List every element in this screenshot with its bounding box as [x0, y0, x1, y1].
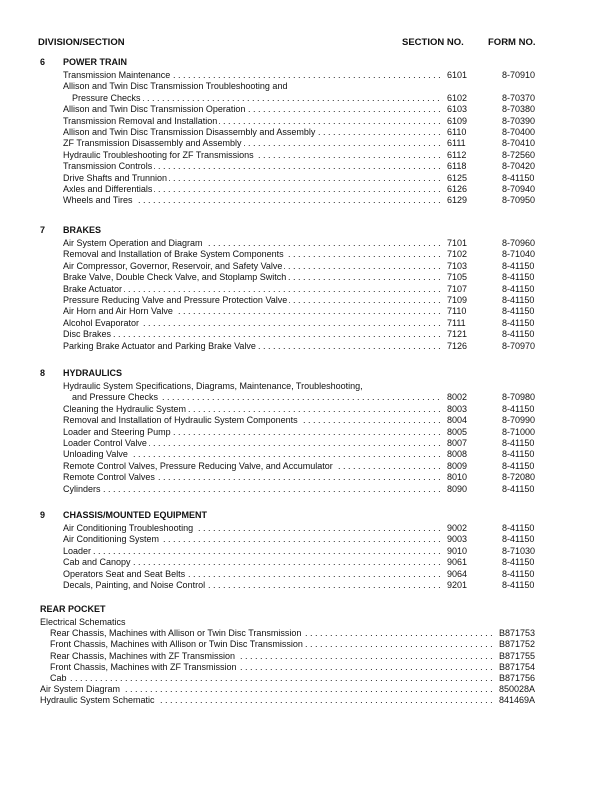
section-no-header: SECTION NO.	[402, 37, 464, 48]
toc-row	[0, 81, 612, 92]
toc-entry-text: Parking Brake Actuator and Parking Brake Valve	[63, 340, 256, 351]
toc-entry	[63, 306, 443, 317]
toc-entry-text: Loader Control Valve	[63, 437, 147, 448]
section-number: 9003	[447, 534, 468, 545]
toc-entry-text: Transmission Controls	[63, 161, 153, 172]
toc-row	[0, 461, 612, 472]
toc-entry	[63, 261, 443, 272]
form-number: 8-41150	[502, 557, 535, 568]
toc-entry-text: Cleaning the Hydraulic System	[63, 403, 187, 414]
section-number: 6111	[447, 138, 466, 149]
form-number: 8-70410	[502, 138, 536, 149]
rear-pocket-entry-text: Hydraulic System Schematic	[40, 695, 155, 706]
toc-entry	[63, 427, 443, 438]
form-number: 841469A	[499, 695, 536, 706]
section-number: 9201	[447, 579, 468, 590]
section-number: 8004	[447, 415, 468, 426]
rear-pocket-row	[0, 695, 612, 706]
form-number: B871753	[499, 628, 536, 639]
toc-entry-text: Cab and Canopy	[63, 557, 131, 568]
toc-row	[0, 580, 612, 591]
toc-entry-text: Wheels and Tires	[63, 195, 133, 206]
toc-row	[0, 404, 612, 415]
section-number: 6125	[447, 172, 468, 183]
rear-pocket-entry	[50, 673, 495, 684]
toc-entry-text: Axles and Differentials	[63, 183, 153, 194]
division-heading	[0, 368, 612, 380]
section-number: 6126	[447, 183, 468, 194]
form-number: B871755	[499, 650, 536, 661]
toc-entry	[63, 523, 443, 534]
form-number: 8-41150	[502, 437, 535, 448]
form-number: 8-70950	[502, 195, 536, 206]
toc-entry	[63, 484, 443, 495]
toc-entry-text: Allison and Twin Disc Transmission Disassembly and Assembly	[63, 126, 316, 137]
section-number: 7110	[447, 306, 467, 317]
toc-row	[0, 546, 612, 557]
toc-entry-text: Loader and Steering Pump	[63, 426, 171, 437]
form-number: 8-70990	[502, 415, 536, 426]
division-heading	[0, 225, 612, 237]
section-number: 8090	[447, 483, 468, 494]
toc-entry-text: Decals, Painting, and Noise Control	[63, 579, 206, 590]
toc-entry	[63, 150, 443, 161]
toc-entry	[63, 127, 443, 138]
toc-entry	[72, 93, 443, 104]
form-number: 8-70970	[502, 340, 536, 351]
section-number: 9010	[447, 545, 468, 556]
division-7	[0, 225, 612, 352]
section-number: 8003	[447, 403, 468, 414]
toc-entry-text: Brake Actuator	[63, 283, 123, 294]
rear-pocket-entry	[40, 684, 495, 695]
form-number: 8-41150	[502, 272, 535, 283]
toc-row	[0, 295, 612, 306]
form-number: 8-41150	[502, 260, 535, 271]
toc-entry	[63, 272, 443, 283]
toc-entry-text: Air Conditioning Troubleshooting	[63, 523, 194, 533]
toc-row	[0, 70, 612, 81]
toc-entry	[63, 173, 443, 184]
toc-row	[0, 329, 612, 340]
rear-pocket-entry-text: Rear Chassis, Machines with ZF Transmission	[50, 650, 236, 661]
toc-entry-text: ZF Transmission Disassembly and Assembly	[63, 138, 242, 149]
toc-entry	[63, 195, 443, 206]
toc-entry	[63, 284, 443, 295]
division-title: HYDRAULICS	[63, 368, 123, 378]
toc-entry-text: Pressure Reducing Valve and Pressure Protection Valve	[63, 294, 288, 305]
toc-entry-text: Transmission Maintenance	[63, 70, 171, 80]
form-number: 8-41150	[502, 403, 535, 414]
toc-entry-text: Remote Control Valves, Pressure Reducing Valve, and Accumulator	[63, 460, 333, 471]
toc-entry-text: Allison and Twin Disc Transmission Troubleshooting and	[63, 81, 288, 92]
toc-entry	[63, 580, 443, 591]
rear-pocket-entry	[40, 695, 495, 706]
form-number: 8-72080	[502, 472, 536, 483]
form-number: 8-41150	[502, 449, 535, 460]
toc-entry	[63, 329, 443, 340]
form-number: 8-70940	[502, 183, 536, 194]
toc-entry	[63, 569, 443, 580]
form-number: 8-41150	[502, 283, 535, 294]
rear-pocket-entry	[50, 651, 495, 662]
toc-entry	[63, 184, 443, 195]
toc-entry	[63, 70, 443, 81]
division-8	[0, 368, 612, 495]
form-number: 8-41150	[502, 172, 535, 183]
section-number: 7103	[447, 260, 468, 271]
form-number: 8-70980	[502, 392, 536, 403]
form-number: 8-70960	[502, 238, 536, 248]
toc-entry	[63, 116, 443, 127]
toc-entry	[63, 534, 443, 545]
toc-row	[0, 261, 612, 272]
toc-entry	[63, 472, 443, 483]
toc-entry	[63, 161, 443, 172]
toc-row	[0, 484, 612, 495]
division-9	[0, 510, 612, 591]
toc-row	[0, 392, 612, 403]
rear-pocket-row	[0, 673, 612, 684]
toc-row	[0, 557, 612, 568]
toc-row	[0, 569, 612, 580]
rear-pocket-row	[0, 639, 612, 650]
division-number: 6	[40, 57, 46, 67]
toc-entry-text: Air Horn and Air Horn Valve	[63, 306, 173, 317]
section-number: 8007	[447, 437, 468, 448]
section-number: 8010	[447, 472, 468, 483]
toc-entry-text: Hydraulic System Specifications, Diagrams, Maintenance, Troubleshooting,	[63, 381, 363, 391]
form-number: 8-70400	[502, 126, 536, 137]
toc-row	[0, 93, 612, 104]
form-number: 8-41150	[502, 460, 535, 471]
section-number: 6103	[447, 104, 468, 115]
toc-row	[0, 472, 612, 483]
form-number: 8-41150	[502, 329, 535, 340]
toc-entry-text: Air Conditioning System	[63, 534, 160, 545]
section-number: 7101	[447, 238, 468, 248]
toc-entry-text: Cylinders	[63, 483, 101, 494]
toc-row	[0, 238, 612, 249]
toc-entry-text: Transmission Removal and Installation	[63, 115, 218, 126]
form-number: 8-71000	[502, 426, 536, 437]
toc-entry-text: Drive Shafts and Trunnion	[63, 172, 168, 183]
rear-pocket-entry-text: Electrical Schematics	[40, 617, 126, 627]
toc-row	[0, 318, 612, 329]
toc-row	[0, 272, 612, 283]
section-number: 9002	[447, 523, 468, 533]
toc-entry	[63, 461, 443, 472]
division-section-header: DIVISION/SECTION	[38, 37, 125, 48]
toc-row	[0, 523, 612, 534]
form-number: 8-72560	[502, 149, 536, 160]
toc-entry	[63, 546, 443, 557]
section-number: 6101	[447, 70, 468, 80]
toc-entry	[63, 404, 443, 415]
section-number: 6102	[447, 92, 468, 103]
form-number: 8-41150	[502, 579, 535, 590]
section-number: 9061	[447, 557, 468, 568]
form-number: 8-70390	[502, 115, 536, 126]
section-number: 8005	[447, 426, 468, 437]
toc-entry	[63, 238, 443, 249]
toc-entry-text: and Pressure Checks	[72, 392, 159, 403]
toc-entry-text: Air Compressor, Governor, Reservoir, and Safety Valve	[63, 260, 283, 271]
rear-pocket-entry-text: Rear Chassis, Machines with Allison or Twin Disc Transmission	[50, 628, 302, 639]
toc-entry	[63, 249, 443, 260]
section-number: 7105	[447, 272, 468, 283]
form-number: 8-41150	[502, 483, 535, 494]
section-number: 6110	[447, 126, 467, 137]
toc-entry	[63, 341, 443, 352]
form-number: 8-41150	[502, 568, 535, 579]
section-number: 6129	[447, 195, 468, 206]
toc-entry	[63, 415, 443, 426]
toc-row	[0, 173, 612, 184]
rear-pocket-row	[0, 617, 612, 628]
toc-entry-text: Alcohol Evaporator	[63, 317, 140, 328]
toc-row	[0, 249, 612, 260]
rear-pocket-entry-text: Front Chassis, Machines with ZF Transmission	[50, 661, 237, 672]
toc-entry	[63, 318, 443, 329]
form-number: 850028A	[499, 684, 536, 695]
rear-pocket-row	[0, 651, 612, 662]
toc-entry-text: Unloading Valve	[63, 449, 128, 460]
rear-pocket-row	[0, 628, 612, 639]
rear-pocket-section	[0, 604, 612, 707]
toc-entry	[63, 138, 443, 149]
toc-entry-text: Hydraulic Troubleshooting for ZF Transmissions	[63, 149, 254, 160]
toc-entry	[63, 449, 443, 460]
division-6	[0, 57, 612, 207]
section-number: 7111	[447, 317, 466, 328]
toc-entry	[63, 438, 443, 449]
toc-entry-text: Brake Valve, Double Check Valve, and Stoplamp Switch	[63, 272, 287, 283]
division-number: 8	[40, 368, 46, 378]
division-title: CHASSIS/MOUNTED EQUIPMENT	[63, 510, 208, 520]
toc-entry-text: Remote Control Valves	[63, 472, 155, 483]
toc-row	[0, 150, 612, 161]
section-number: 7107	[447, 283, 468, 294]
toc-row	[0, 161, 612, 172]
rear-pocket-entry-text: Front Chassis, Machines with Allison or Twin Disc Transmission	[50, 639, 303, 650]
section-number: 7121	[447, 329, 468, 340]
form-number: 8-70420	[502, 161, 536, 172]
toc-entry	[63, 81, 443, 92]
rear-pocket-heading	[0, 604, 612, 616]
section-number: 7102	[447, 249, 468, 260]
division-number: 7	[40, 225, 46, 235]
section-number: 8009	[447, 460, 468, 471]
form-number: 8-70370	[502, 92, 536, 103]
toc-entry	[63, 381, 443, 392]
toc-row	[0, 427, 612, 438]
toc-entry-text: Loader	[63, 545, 92, 556]
rear-pocket-row	[0, 662, 612, 673]
rear-pocket-entry	[50, 639, 495, 650]
form-number: 8-41150	[502, 534, 535, 545]
form-number: 8-70910	[502, 70, 536, 80]
rear-pocket-row	[0, 684, 612, 695]
toc-row	[0, 138, 612, 149]
toc-row	[0, 116, 612, 127]
form-number: 8-41150	[502, 523, 535, 533]
rear-pocket-entry	[40, 617, 495, 628]
section-number: 6109	[447, 115, 468, 126]
toc-entry-text: Allison and Twin Disc Transmission Operation	[63, 104, 246, 115]
toc-row	[0, 306, 612, 317]
section-number: 7109	[447, 294, 468, 305]
form-number: 8-41150	[502, 294, 535, 305]
rear-pocket-entry-text: Air System Diagram	[40, 684, 121, 695]
toc-row	[0, 184, 612, 195]
toc-row	[0, 284, 612, 295]
division-number: 9	[40, 510, 46, 520]
toc-entry	[72, 392, 443, 403]
toc-entry-text: Pressure Checks	[72, 92, 141, 103]
rear-pocket-entry-text: Cab	[50, 672, 67, 683]
toc-row	[0, 195, 612, 206]
section-number: 6112	[447, 149, 467, 160]
toc-entry-text: Operators Seat and Seat Belts	[63, 568, 186, 579]
toc-row	[0, 127, 612, 138]
form-number: 8-41150	[502, 306, 535, 317]
form-no-header: FORM NO.	[488, 37, 536, 48]
form-number: 8-71030	[502, 545, 536, 556]
rear-pocket-entry	[50, 662, 495, 673]
division-heading	[0, 57, 612, 69]
section-number: 8008	[447, 449, 468, 460]
toc-row	[0, 341, 612, 352]
toc-row	[0, 104, 612, 115]
toc-entry-text: Disc Brakes	[63, 329, 112, 340]
toc-entry	[63, 295, 443, 306]
section-number: 6118	[447, 161, 467, 172]
form-number: 8-41150	[502, 317, 535, 328]
form-number: B871754	[499, 661, 536, 672]
form-number: 8-71040	[502, 249, 536, 260]
toc-entry-text: Air System Operation and Diagram	[63, 238, 203, 248]
rear-pocket-title: REAR POCKET	[40, 604, 106, 614]
rear-pocket-entry	[50, 628, 495, 639]
division-heading	[0, 510, 612, 522]
section-number: 7126	[447, 340, 468, 351]
toc-row	[0, 438, 612, 449]
toc-entry	[63, 104, 443, 115]
section-number: 9064	[447, 568, 468, 579]
division-title: BRAKES	[63, 225, 102, 235]
toc-row	[0, 415, 612, 426]
form-number: B871752	[499, 639, 536, 650]
form-number: B871756	[499, 672, 536, 683]
division-title: POWER TRAIN	[63, 57, 127, 67]
section-number: 8002	[447, 392, 468, 403]
toc-row	[0, 534, 612, 545]
toc-row	[0, 449, 612, 460]
form-number: 8-70380	[502, 104, 536, 115]
toc-entry-text: Removal and Installation of Hydraulic System Components	[63, 415, 298, 426]
toc-row	[0, 381, 612, 392]
toc-entry-text: Removal and Installation of Brake System Components	[63, 249, 284, 260]
toc-entry	[63, 557, 443, 568]
